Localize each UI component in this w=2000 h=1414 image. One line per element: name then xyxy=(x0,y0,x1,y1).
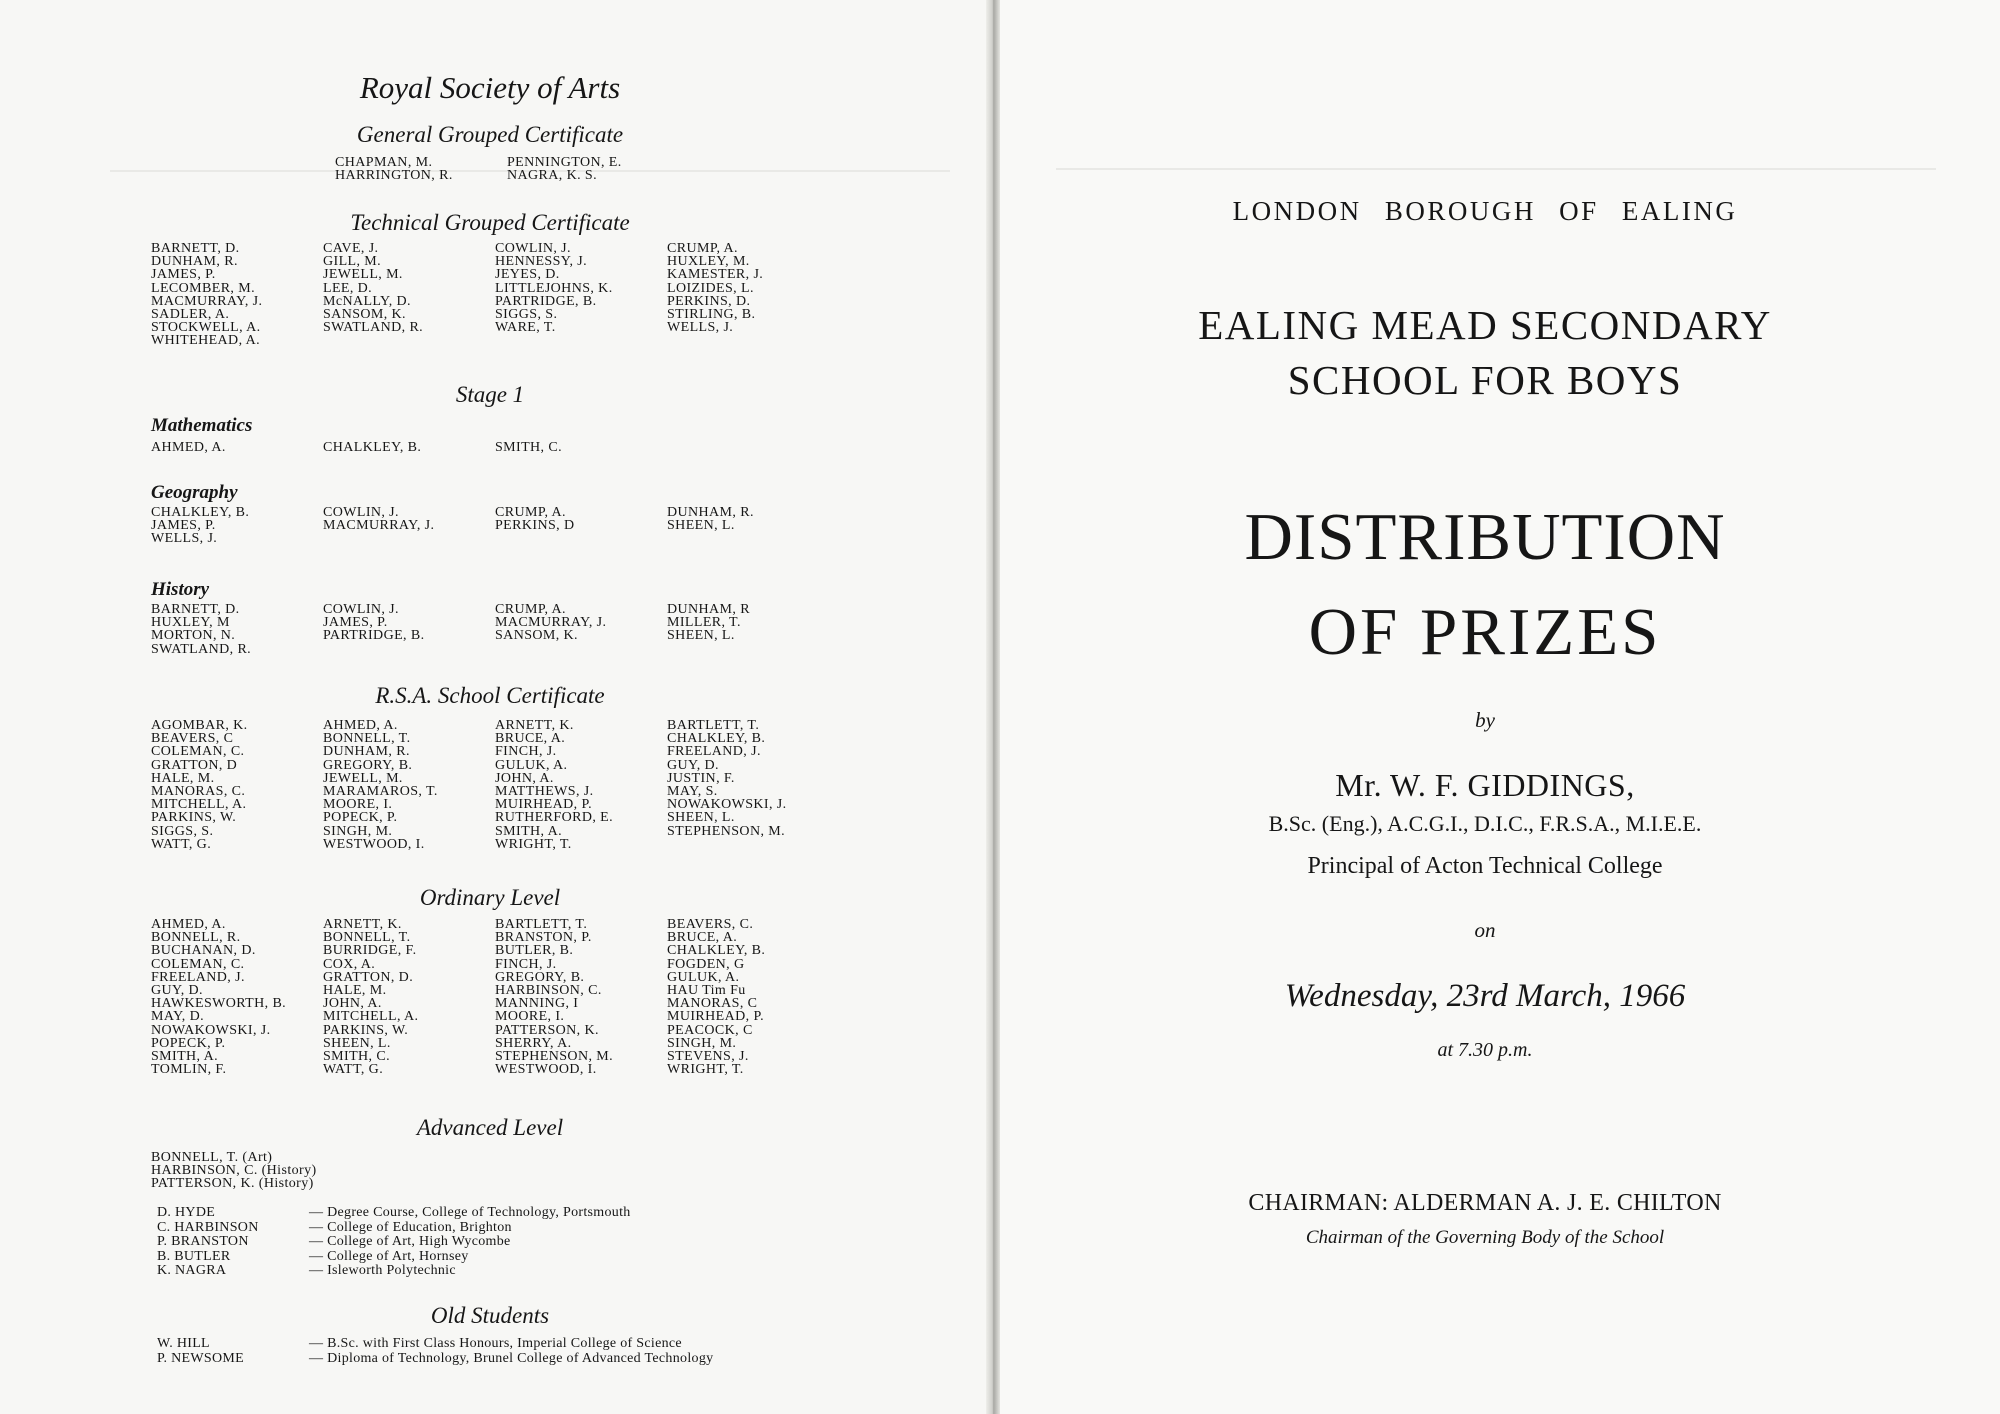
student-name: STEVENS, J. xyxy=(667,1049,749,1065)
rsa-school-cert-list xyxy=(151,719,839,851)
student-name: SANSOM, K. xyxy=(323,307,406,323)
guest-qualifications: B.Sc. (Eng.), A.C.G.I., D.I.C., F.R.S.A., M.I.E.E. xyxy=(1268,811,1702,836)
student-name: JEWELL, M. xyxy=(323,267,403,283)
student-name: HAWKESWORTH, B. xyxy=(151,996,287,1012)
leaver-destination: — College of Art, Hornsey xyxy=(309,1248,469,1264)
student-name: HENNESSY, J. xyxy=(495,254,588,270)
student-name: GUY, D. xyxy=(667,757,719,773)
student-name: STEPHENSON, M. xyxy=(495,1049,614,1065)
student-name: BEAVERS, C. xyxy=(667,917,754,932)
student-name: MANNING, I xyxy=(495,996,579,1012)
student-name: KAMESTER, J. xyxy=(667,267,764,283)
old-student-name: P. NEWSOME xyxy=(157,1350,245,1366)
student-name: JAMES, P. xyxy=(151,267,216,283)
student-name: DUNHAM, R xyxy=(667,602,750,617)
student-name xyxy=(667,838,839,851)
advanced-level-entry: PATTERSON, K. (History) xyxy=(151,1176,314,1192)
student-name: POPECK, P. xyxy=(151,1035,226,1051)
student-name: JEYES, D. xyxy=(495,267,560,283)
student-name: FOGDEN, G xyxy=(667,956,745,972)
chairman: CHAIRMAN: ALDERMAN A. J. E. CHILTON xyxy=(1248,1190,1722,1216)
student-name: MANORAS, C xyxy=(667,996,758,1012)
student-name xyxy=(323,643,495,656)
student-name: FINCH, J. xyxy=(495,956,557,972)
student-name: BONNELL, T. xyxy=(323,930,411,946)
old-student-name: W. HILL xyxy=(157,1336,210,1351)
student-name: PEACOCK, C xyxy=(667,1022,753,1038)
student-name: COX, A. xyxy=(323,956,376,972)
student-name: BARTLETT, T. xyxy=(495,917,588,932)
student-name xyxy=(679,156,851,169)
student-name: STOCKWELL, A. xyxy=(151,320,261,336)
student-name: BEAVERS, C xyxy=(151,731,234,747)
student-name: MITCHELL, A. xyxy=(323,1009,419,1025)
event-date: Wednesday, 23rd March, 1966 xyxy=(1284,978,1686,1014)
student-name: WESTWOOD, I. xyxy=(495,1062,597,1078)
student-name: WHITEHEAD, A. xyxy=(151,333,261,349)
student-name: PARKINS, W. xyxy=(151,810,237,826)
student-name xyxy=(495,334,667,347)
student-name: WARE, T. xyxy=(495,320,556,336)
school-name-line2: SCHOOL FOR BOYS xyxy=(1287,357,1683,403)
school-name-line1: EALING MEAD SECONDARY xyxy=(1198,302,1772,348)
student-name: SHEEN, L. xyxy=(667,810,735,826)
student-name: FREELAND, J. xyxy=(667,744,761,760)
ordinary-level-list xyxy=(151,918,839,1076)
by-label: by xyxy=(1475,708,1495,732)
chairman-role: Chairman of the Governing Body of the School xyxy=(1305,1227,1665,1248)
student-name: BARTLETT, T. xyxy=(667,718,760,733)
general-grouped-heading: General Grouped Certificate xyxy=(356,122,624,147)
leaver-destination: — College of Education, Brighton xyxy=(309,1219,512,1235)
student-name: COWLIN, J. xyxy=(323,505,399,520)
student-name: HALE, M. xyxy=(151,770,215,786)
student-name: SADLER, A. xyxy=(151,307,230,323)
student-name: WELLS, J. xyxy=(151,531,218,547)
student-name: SMITH, C. xyxy=(323,1049,390,1065)
student-name: SANSOM, K. xyxy=(495,628,578,644)
student-name: DUNHAM, R. xyxy=(151,254,238,270)
student-name: GUY, D. xyxy=(151,983,203,999)
old-students-list xyxy=(157,1337,713,1366)
old-students-heading: Old Students xyxy=(430,1303,550,1328)
student-name: PARTRIDGE, B. xyxy=(323,628,425,644)
student-name: FINCH, J. xyxy=(495,744,557,760)
student-name: GULUK, A. xyxy=(495,757,568,773)
student-name: SHERRY, A. xyxy=(495,1035,572,1051)
student-name xyxy=(163,169,335,182)
student-name: STIRLING, B. xyxy=(667,307,756,323)
student-name: CHALKLEY, B. xyxy=(151,505,250,520)
student-name xyxy=(667,643,839,656)
technical-grouped-heading: Technical Grouped Certificate xyxy=(350,210,630,235)
student-name: MACMURRAY, J. xyxy=(495,615,607,631)
student-name: MOORE, I. xyxy=(495,1009,565,1025)
student-name: GRATTON, D. xyxy=(323,969,414,985)
student-name: BURRIDGE, F. xyxy=(323,943,417,959)
show-through-rule xyxy=(1056,168,1936,170)
geography-label: Geography xyxy=(151,482,238,503)
student-name: MUIRHEAD, P. xyxy=(495,797,592,813)
student-name xyxy=(667,532,839,545)
student-name: COLEMAN, C. xyxy=(151,956,245,972)
student-name: GULUK, A. xyxy=(667,969,740,985)
student-name: GREGORY, B. xyxy=(495,969,585,985)
student-name: CHALKLEY, B. xyxy=(323,440,422,455)
student-name: BONNELL, T. xyxy=(323,731,411,747)
student-name: GRATTON, D xyxy=(151,757,238,773)
student-name: JOHN, A. xyxy=(495,770,554,786)
student-name: GILL, M. xyxy=(323,254,382,270)
student-name: McNALLY, D. xyxy=(323,293,411,309)
student-name: AHMED, A. xyxy=(323,718,398,733)
student-name: DUNHAM, R. xyxy=(667,505,754,520)
student-name: RUTHERFORD, E. xyxy=(495,810,613,826)
student-name: SINGH, M. xyxy=(667,1035,737,1051)
old-student-destination: — Diploma of Technology, Brunel College of Advanced Technology xyxy=(309,1350,714,1366)
student-name: MORTON, N. xyxy=(151,628,236,644)
student-name: PARKINS, W. xyxy=(323,1022,409,1038)
leaver-name: B. BUTLER xyxy=(157,1248,231,1264)
stage1-heading: Stage 1 xyxy=(455,382,525,407)
student-name xyxy=(667,334,839,347)
student-name: SWATLAND, R. xyxy=(323,320,424,336)
event-time: at 7.30 p.m. xyxy=(1437,1039,1533,1061)
student-name: PATTERSON, K. xyxy=(495,1022,599,1038)
student-name: MITCHELL, A. xyxy=(151,797,247,813)
student-name: SMITH, C. xyxy=(495,440,562,455)
history-label: History xyxy=(151,579,210,600)
history-list xyxy=(151,603,839,656)
on-label: on xyxy=(1474,918,1496,942)
mathematics-label: Mathematics xyxy=(151,415,253,436)
student-name: CRUMP, A. xyxy=(495,505,566,520)
rsa-heading: Royal Society of Arts xyxy=(359,70,621,105)
student-name: MACMURRAY, J. xyxy=(151,293,263,309)
student-name: BRANSTON, P. xyxy=(495,930,592,946)
student-name: AHMED, A. xyxy=(151,440,226,455)
student-name: MILLER, T. xyxy=(667,615,741,631)
student-name: JOHN, A. xyxy=(323,996,382,1012)
old-student-destination: — B.Sc. with First Class Honours, Imperial College of Science xyxy=(309,1336,682,1351)
guest-role: Principal of Acton Technical College xyxy=(1307,853,1663,879)
leaver-destination: — Isleworth Polytechnic xyxy=(309,1263,456,1279)
student-name: LECOMBER, M. xyxy=(151,280,255,296)
student-name: SWATLAND, R. xyxy=(151,641,252,657)
student-name xyxy=(495,532,667,545)
student-name: WRIGHT, T. xyxy=(667,1062,744,1078)
advanced-level-entry: HARBINSON, C. (History) xyxy=(151,1163,317,1179)
page-fold xyxy=(986,0,1000,1414)
student-name: COWLIN, J. xyxy=(495,241,571,256)
student-name: COWLIN, J. xyxy=(323,602,399,617)
student-name: WRIGHT, T. xyxy=(495,836,572,852)
geography-list xyxy=(151,506,839,546)
student-name: BARNETT, D. xyxy=(151,602,240,617)
student-name: HARRINGTON, R. xyxy=(335,168,453,184)
borough-name: LONDON BOROUGH OF EALING xyxy=(1232,196,1738,226)
student-name: SHEEN, L. xyxy=(667,628,735,644)
student-name: SIGGS, S. xyxy=(151,823,214,839)
student-name: CHAPMAN, M. xyxy=(335,155,433,170)
leaver-name: P. BRANSTON xyxy=(157,1234,249,1250)
guest-name: Mr. W. F. GIDDINGS, xyxy=(1335,767,1635,803)
student-name: HALE, M. xyxy=(323,983,387,999)
student-name: STEPHENSON, M. xyxy=(667,823,786,839)
student-name: MAY, D. xyxy=(151,1009,204,1025)
leaver-name: C. HARBINSON xyxy=(157,1219,259,1235)
student-name: SHEEN, L. xyxy=(667,518,735,534)
student-name: WATT, G. xyxy=(323,1062,384,1078)
student-name xyxy=(667,441,839,454)
advanced-level-entry: BONNELL, T. (Art) xyxy=(151,1150,273,1165)
student-name xyxy=(323,334,495,347)
student-name: ARNETT, K. xyxy=(323,917,402,932)
student-name: FREELAND, J. xyxy=(151,969,245,985)
student-name: MUIRHEAD, P. xyxy=(667,1009,764,1025)
student-name: BUCHANAN, D. xyxy=(151,943,256,959)
title-line2: OF PRIZES xyxy=(1308,595,1662,669)
student-name: NOWAKOWSKI, J. xyxy=(151,1022,271,1038)
rsa-school-cert-heading: R.S.A. School Certificate xyxy=(375,683,605,708)
student-name: SIGGS, S. xyxy=(495,307,558,323)
student-name: LOIZIDES, L. xyxy=(667,280,754,296)
destinations-list xyxy=(157,1206,631,1279)
general-grouped-list xyxy=(163,156,851,182)
student-name: MANORAS, C. xyxy=(151,784,246,800)
student-name: PERKINS, D. xyxy=(667,293,751,309)
student-name: NOWAKOWSKI, J. xyxy=(667,797,787,813)
student-name: SMITH, A. xyxy=(151,1049,218,1065)
student-name xyxy=(679,169,851,182)
advanced-level-heading: Advanced Level xyxy=(416,1115,564,1140)
student-name: BARNETT, D. xyxy=(151,241,240,256)
student-name: GREGORY, B. xyxy=(323,757,413,773)
student-name: WATT, G. xyxy=(151,836,212,852)
student-name xyxy=(323,532,495,545)
student-name: BONNELL, R. xyxy=(151,930,241,946)
student-name: PENNINGTON, E. xyxy=(507,155,622,170)
student-name: POPECK, P. xyxy=(323,810,398,826)
leaver-name: D. HYDE xyxy=(157,1205,216,1220)
student-name: HUXLEY, M xyxy=(151,615,230,631)
student-name: AHMED, A. xyxy=(151,917,226,932)
leaver-name: K. NAGRA xyxy=(157,1263,227,1279)
student-name: PERKINS, D xyxy=(495,518,575,534)
student-name: SHEEN, L. xyxy=(323,1035,391,1051)
student-name: CRUMP, A. xyxy=(667,241,738,256)
student-name: MACMURRAY, J. xyxy=(323,518,435,534)
student-name: WELLS, J. xyxy=(667,320,734,336)
student-name: NAGRA, K. S. xyxy=(507,168,597,184)
student-name xyxy=(163,156,335,169)
student-name: CHALKLEY, B. xyxy=(667,731,766,747)
student-name: JAMES, P. xyxy=(151,518,216,534)
student-name: BUTLER, B. xyxy=(495,943,574,959)
student-name: PARTRIDGE, B. xyxy=(495,293,597,309)
student-name: HARBINSON, C. xyxy=(495,983,602,999)
title-line1: DISTRIBUTION xyxy=(1244,500,1726,574)
student-name: ARNETT, K. xyxy=(495,718,574,733)
student-name: LEE, D. xyxy=(323,280,373,296)
student-name: TOMLIN, F. xyxy=(151,1062,227,1078)
student-name: AGOMBAR, K. xyxy=(151,718,248,733)
student-name: BRUCE, A. xyxy=(667,930,738,946)
student-name: JEWELL, M. xyxy=(323,770,403,786)
student-name: COLEMAN, C. xyxy=(151,744,245,760)
student-name: SINGH, M. xyxy=(323,823,393,839)
student-name: JUSTIN, F. xyxy=(667,770,735,786)
student-name: HAU Tim Fu xyxy=(667,983,746,999)
student-name: WESTWOOD, I. xyxy=(323,836,425,852)
student-name: BRUCE, A. xyxy=(495,731,566,747)
student-name: LITTLEJOHNS, K. xyxy=(495,280,613,296)
student-name: CHALKLEY, B. xyxy=(667,943,766,959)
student-name: HUXLEY, M. xyxy=(667,254,750,270)
advanced-level-list xyxy=(151,1151,317,1191)
student-name: CRUMP, A. xyxy=(495,602,566,617)
student-name: MATTHEWS, J. xyxy=(495,784,594,800)
ordinary-level-heading: Ordinary Level xyxy=(419,885,561,910)
leaver-destination: — College of Art, High Wycombe xyxy=(309,1234,511,1250)
student-name: MAY, S. xyxy=(667,784,718,800)
student-name: MOORE, I. xyxy=(323,797,393,813)
student-name: SMITH, A. xyxy=(495,823,562,839)
student-name: MARAMAROS, T. xyxy=(323,784,438,800)
student-name: DUNHAM, R. xyxy=(323,744,410,760)
student-name: CAVE, J. xyxy=(323,241,379,256)
mathematics-list xyxy=(151,441,839,454)
technical-grouped-list xyxy=(151,242,839,348)
student-name xyxy=(495,643,667,656)
student-name: JAMES, P. xyxy=(323,615,388,631)
leaver-destination: — Degree Course, College of Technology, Portsmouth xyxy=(309,1205,631,1220)
